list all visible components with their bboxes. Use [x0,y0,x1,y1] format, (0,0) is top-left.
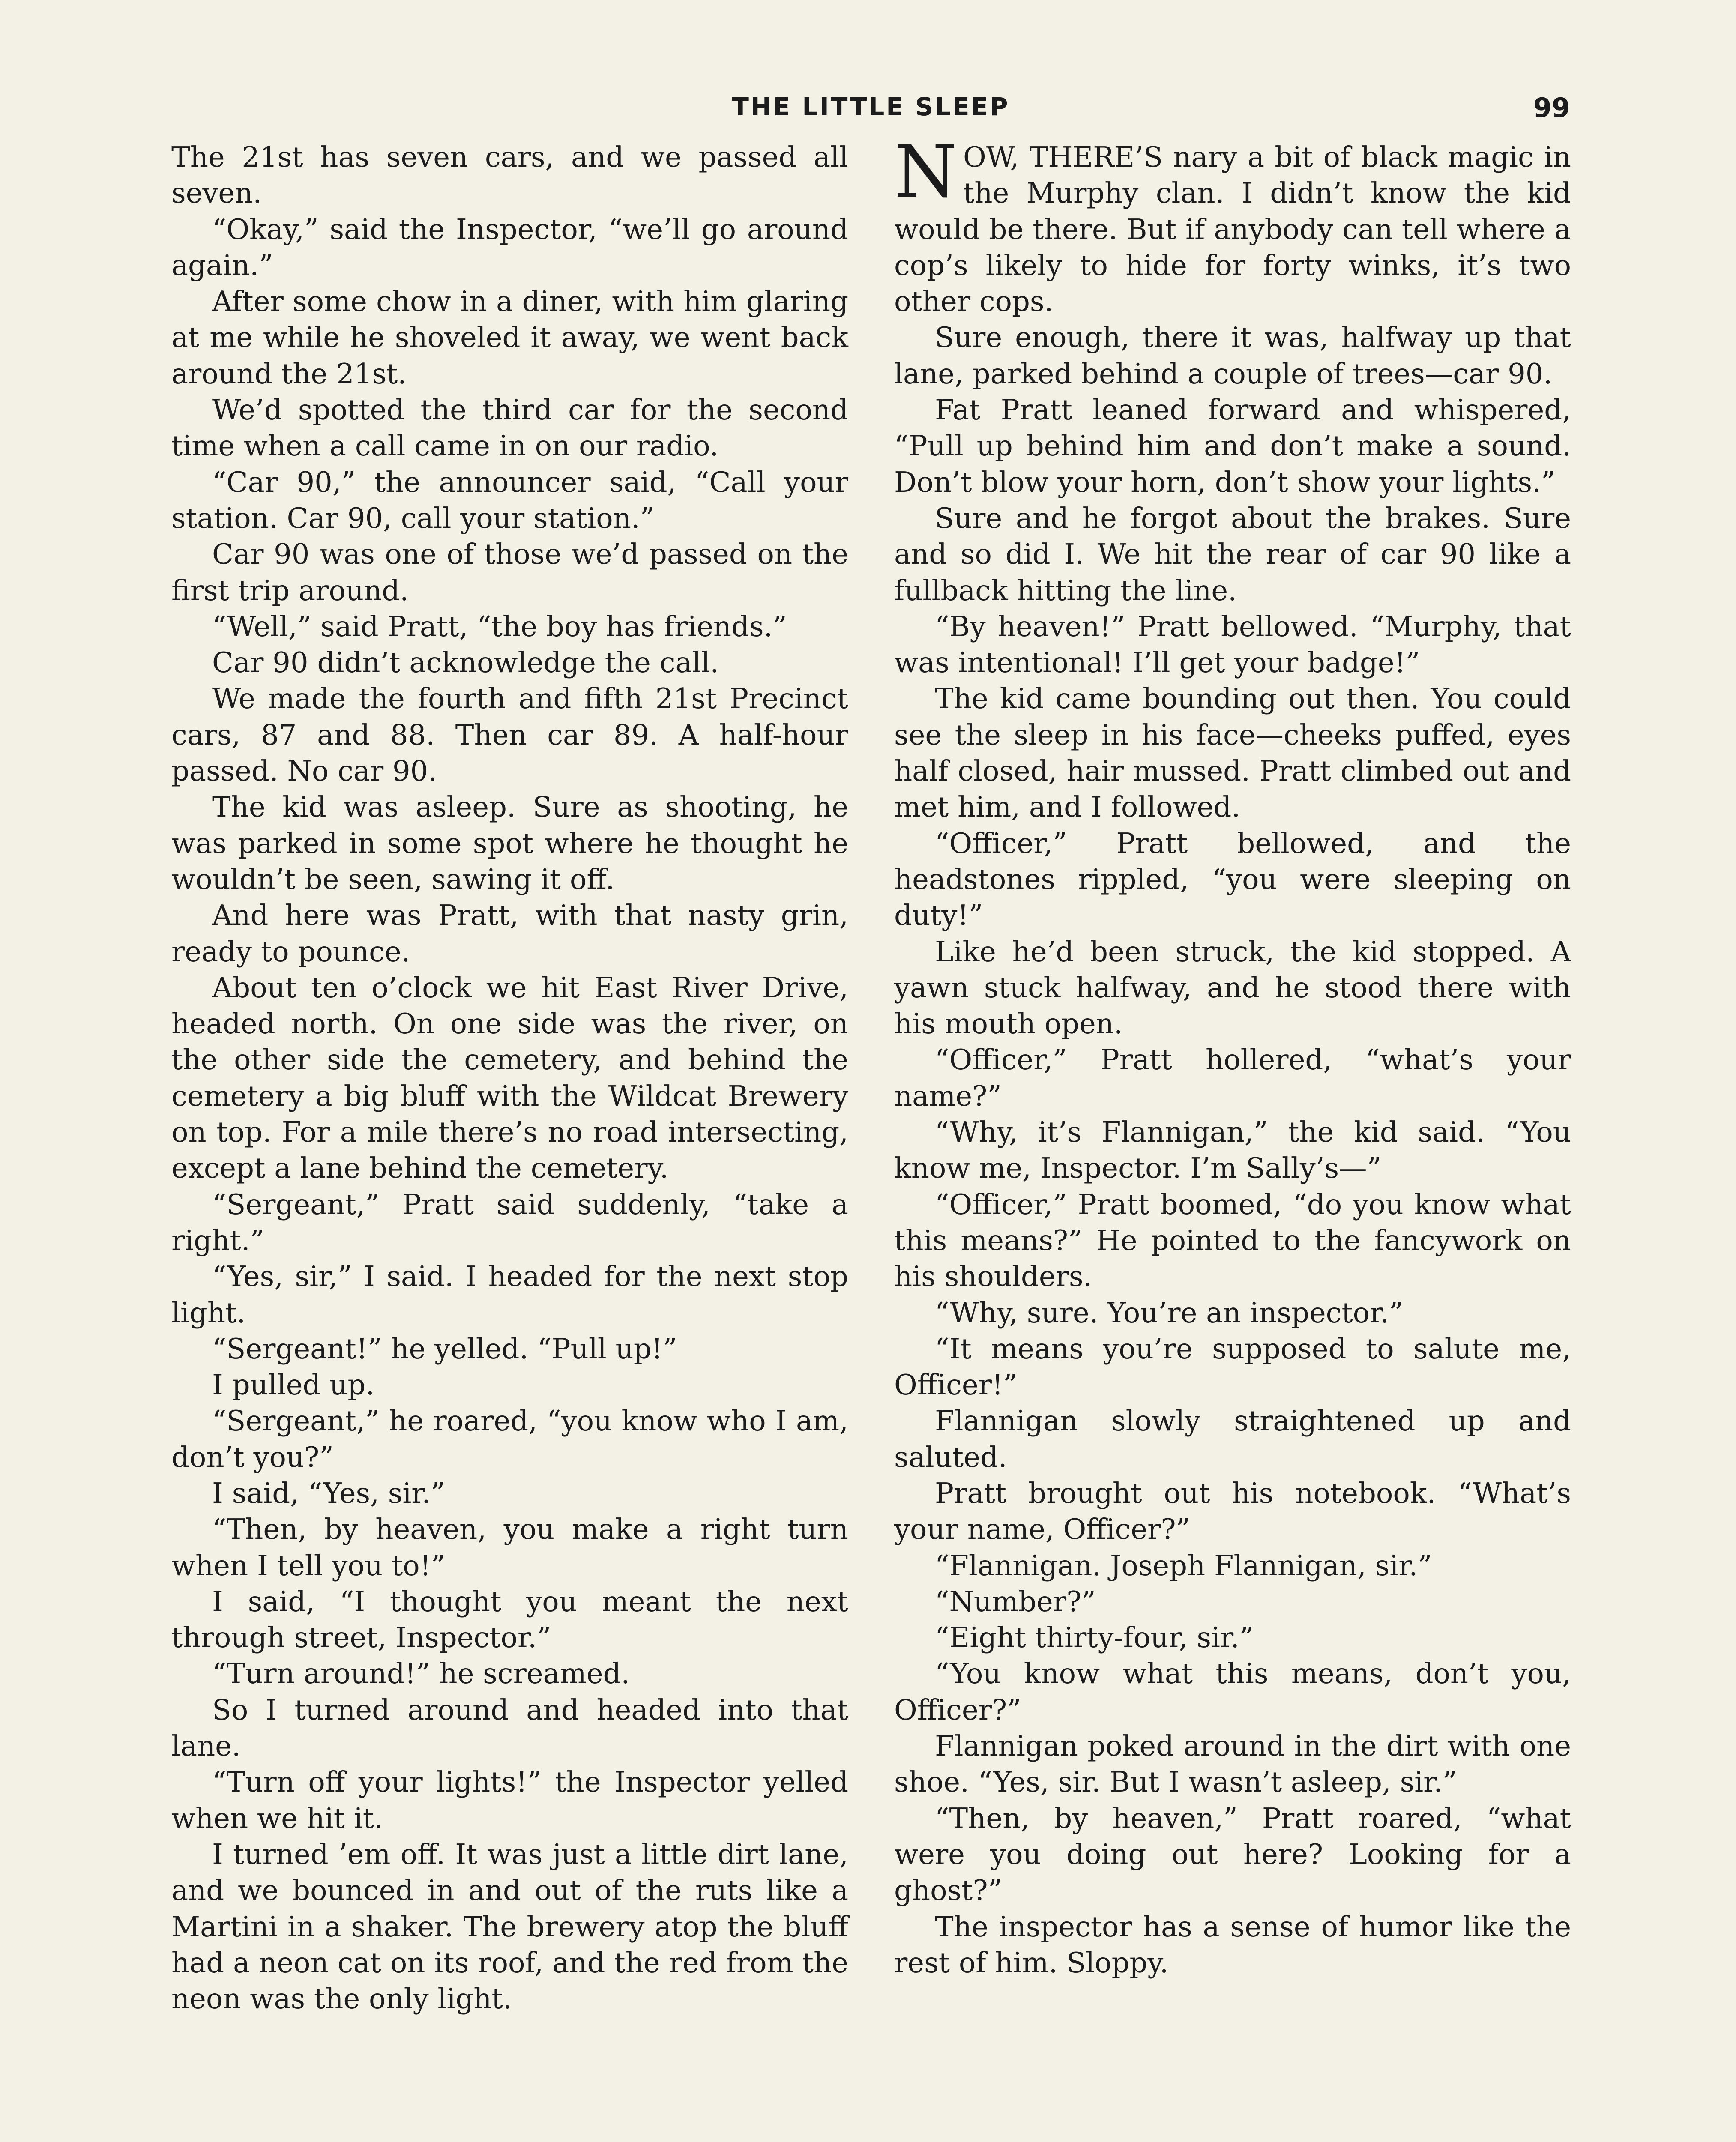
paragraph: The kid came bounding out then. You could see the sleep in his face—cheeks puffed, eyes half closed, hair mussed. Pratt climbed out and met him, and I followed. [894,682,1571,824]
paragraph: “Officer,” Pratt boomed, “do you know what this means?” He pointed to the fancywork on his shoulders. [894,1188,1571,1293]
paragraph: Sure enough, there it was, halfway up that lane, parked behind a couple of trees—car 90. [894,321,1571,390]
paragraph: “Why, it’s Flannigan,” the kid said. “You know me, Inspector. I’m Sally’s—” [894,1116,1571,1185]
paragraph: I turned ’em off. It was just a little dirt lane, and we bounced in and out of the ruts like a Martini in a shaker. The brewery atop the bluff had a neon cat on its roof, and the red from the neon was the only light. [171,1838,848,2016]
paragraph: Car 90 didn’t acknowledge the call. [212,646,719,679]
paragraph: “Officer,” Pratt bellowed, and the headstones rippled, “you were sleeping on duty!” [894,827,1571,932]
paragraph: “Flannigan. Joseph Flannigan, sir.” [935,1549,1432,1582]
paragraph: “You know what this means, don’t you, Officer?” [894,1657,1571,1726]
opening-paragraph [894,130,1571,320]
paragraph: “Yes, sir,” I said. I headed for the next stop light. [171,1260,848,1329]
paragraph: Like he’d been struck, the kid stopped. A yawn stuck halfway, and he stood there with his mouth open. [894,935,1571,1041]
paragraph: So I turned around and headed into that lane. [171,1693,848,1763]
paragraph: “Okay,” said the Inspector, “we’ll go around again.” [171,213,848,282]
paragraph: The kid was asleep. Sure as shooting, he was parked in some spot where he thought he wouldn’t be seen, sawing it off. [171,791,848,896]
running-title: THE LITTLE SLEEP [732,92,1010,121]
paragraph: I pulled up. [212,1369,375,1402]
paragraph: “Sergeant!” he yelled. “Pull up!” [212,1332,677,1365]
drop-cap: N [894,130,957,214]
paragraph: “It means you’re supposed to salute me, Officer!” [894,1332,1571,1402]
paragraph: Fat Pratt leaned forward and whispered, “Pull up behind him and don’t make a sound. Don’t blow your horn, don’t show your lights.” [894,394,1571,499]
paragraph: I said, “Yes, sir.” [212,1477,445,1510]
paragraph: After some chow in a diner, with him glaring at me while he shoveled it away, we went back around the 21st. [171,285,848,390]
paragraph: “Sergeant,” he roared, “you know who I am, don’t you?” [171,1405,848,1474]
paragraph: About ten o’clock we hit East River Drive, headed north. On one side was the river, on the other side the cemetery, and behind the cemetery a big bluff with the Wildcat Brewery on top. For a mile there’s no road intersecting, except a lane behind the cemetery. [171,971,848,1185]
paragraph: “Why, sure. You’re an inspector.” [935,1296,1404,1329]
paragraph: I said, “I thought you meant the next through street, Inspector.” [171,1585,848,1654]
paragraph: Car 90 was one of those we’d passed on the first trip around. [171,538,848,607]
paragraph: The inspector has a sense of humor like the rest of him. Sloppy. [894,1910,1571,1979]
paragraph: “Turn around!” he screamed. [212,1657,630,1690]
paragraph: “By heaven!” Pratt bellowed. “Murphy, that was intentional! I’ll get your badge!” [894,610,1571,679]
paragraph: “Officer,” Pratt hollered, “what’s your name?” [894,1044,1571,1113]
paragraph: “Number?” [935,1585,1096,1618]
paragraph: Flannigan slowly straightened up and saluted. [894,1405,1571,1474]
paragraph: We’d spotted the third car for the second time when a call came in on our radio. [171,394,848,463]
paragraph: “Eight thirty-four, sir.” [935,1621,1254,1654]
right-column [894,130,1571,1981]
paragraph: “Turn off your lights!” the Inspector yelled when we hit it. [171,1766,848,1835]
paragraph: Sure and he forgot about the brakes. Sure and so did I. We hit the rear of car 90 like a fullback hitting the line. [894,502,1571,607]
paragraph: We made the fourth and fifth 21st Precinct cars, 87 and 88. Then car 89. A half-hour passed. No car 90. [171,682,848,788]
page-header [171,92,1570,144]
paragraph: The 21st has seven cars, and we passed all seven. [171,141,848,210]
opening-text: OW, THERE’S nary a bit of black magic in the Murphy clan. I didn’t know the kid would be there. But if anybody can tell where a cop’s likely to hide for forty winks, it’s two other cops. [894,141,1571,318]
paragraph: Flannigan poked around in the dirt with one shoe. “Yes, sir. But I wasn’t asleep, sir.” [894,1730,1571,1799]
paragraph: “Well,” said Pratt, “the boy has friends.” [212,610,787,643]
paragraph: Pratt brought out his notebook. “What’s your name, Officer?” [894,1477,1571,1546]
page-number: 99 [1533,92,1570,123]
paragraph: “Then, by heaven,” Pratt roared, “what were you doing out here? Looking for a ghost?” [894,1802,1571,1907]
left-column [171,139,848,2017]
paragraph: “Sergeant,” Pratt said suddenly, “take a right.” [171,1188,848,1257]
paragraph: “Then, by heaven, you make a right turn when I tell you to!” [171,1513,848,1582]
paragraph: And here was Pratt, with that nasty grin, ready to pounce. [171,899,848,968]
paragraph: “Car 90,” the announcer said, “Call your station. Car 90, call your station.” [171,466,848,535]
